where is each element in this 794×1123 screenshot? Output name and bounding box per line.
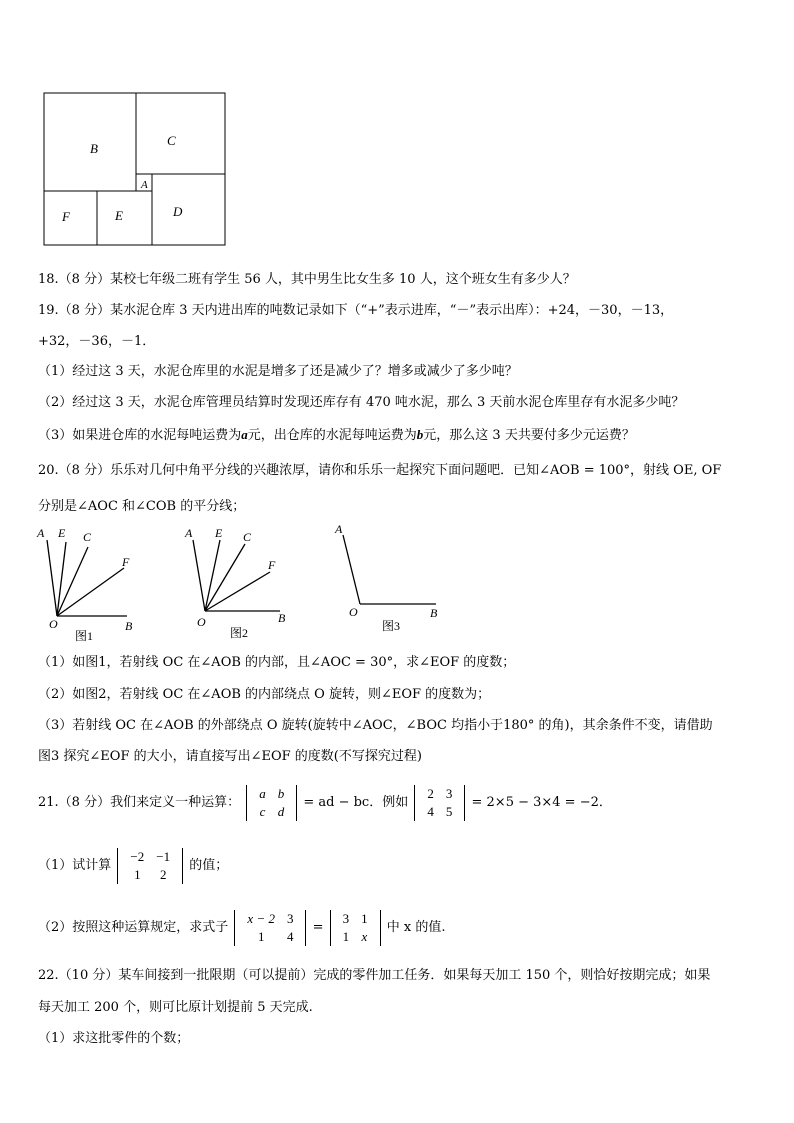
ex-1: 2 <box>427 785 434 801</box>
caption-fig2: 图2 <box>230 626 249 640</box>
var-a: a <box>241 427 248 442</box>
det-d: d <box>277 803 285 819</box>
p1-1: −2 <box>130 848 145 864</box>
caption-fig1: 图1 <box>75 629 94 643</box>
fig2-label-O: O <box>197 615 206 629</box>
fig1-label-C: C <box>83 530 92 544</box>
label-D: D <box>173 204 183 219</box>
q21-p2-end: 中 x 的值. <box>386 920 446 935</box>
left-3: 1 <box>257 928 265 944</box>
fig1-label-O: O <box>49 617 58 631</box>
question-21-part2 <box>38 905 446 951</box>
question-22-part1: （1）求这批零件的个数； <box>38 1031 190 1046</box>
det-c: c <box>259 803 266 819</box>
fig2-label-B: B <box>278 611 286 625</box>
fig2-label-E: E <box>215 526 223 540</box>
left-1: x − 2 <box>247 910 275 926</box>
square-division-figure <box>0 0 794 260</box>
determinant-part1 <box>117 848 183 884</box>
question-19-part3 <box>38 426 635 445</box>
ex-3: 4 <box>427 803 434 819</box>
fig2-label-C: C <box>243 530 252 544</box>
fig3-label-A: A <box>335 522 343 536</box>
determinant-example <box>414 785 465 821</box>
right-1: 3 <box>342 910 350 926</box>
right-2: 1 <box>361 910 368 926</box>
ex-4: 5 <box>445 803 453 819</box>
determinant-definition <box>246 785 297 821</box>
fig3-label-O: O <box>349 605 358 619</box>
question-20-part3-cont: 图3 探究∠EOF 的大小，请直接写出∠EOF 的度数(不写探究过程) <box>38 749 422 764</box>
left-2: 3 <box>286 910 294 926</box>
question-22-line1: 22.（10 分）某车间接到一批限期（可以提前）完成的零件加工任务．如果每天加工 150 个，则恰好按期完成；如果 <box>38 968 711 983</box>
caption-fig3: 图3 <box>382 619 401 633</box>
right-4: x <box>361 928 368 944</box>
square-E <box>97 191 152 245</box>
fig3-label-B: B <box>430 606 438 620</box>
fig2-label-F: F <box>268 558 276 572</box>
ex-2: 3 <box>445 785 453 801</box>
q21-ex-result: = 2×5 − 3×4 = −2． <box>471 795 612 810</box>
question-20-line2: 分别是∠AOC 和∠COB 的平分线； <box>38 499 246 514</box>
q19-p3-b: 元，出仓库的水泥每吨运费为 <box>247 428 417 443</box>
fig2-label-A: A <box>185 526 193 540</box>
right-3: 1 <box>342 928 350 944</box>
p1-3: 1 <box>134 866 141 882</box>
q19-p3-c: 元，那么这 3 天共要付多少元运费？ <box>423 428 635 443</box>
question-21-part1 <box>38 843 228 889</box>
determinant-right <box>330 910 381 946</box>
q21-p2-text: （2）按照这种运算规定，求式子 <box>38 920 229 935</box>
fig1-label-F: F <box>122 555 130 569</box>
label-F: F <box>62 209 70 224</box>
question-19-line2: +32，－36，－1． <box>38 334 156 349</box>
p1-2: −1 <box>156 848 171 864</box>
question-19-line1: 19.（8 分）某水泥仓库 3 天内进出库的吨数记录如下（“+”表示进库，“－”表示出库）：+24，－30，－13， <box>38 303 674 318</box>
question-18: 18.（8 分）某校七年级二班有学生 56 人，其中男生比女生多 10 人，这个班女生有多少人？ <box>38 272 576 287</box>
question-20-part2: （2）如图2，若射线 OC 在∠AOB 的内部绕点 O 旋转，则∠EOF 的度数为； <box>38 687 491 702</box>
fig1-label-B: B <box>125 619 133 633</box>
question-20-line1: 20.（8 分）乐乐对几何中角平分线的兴趣浓厚，请你和乐乐一起探究下面问题吧．已知∠AOB = 100°，射线 OE, OF <box>38 463 722 478</box>
determinant-left <box>234 910 306 946</box>
q19-p3-a: （3）如果进仓库的水泥每吨运费为 <box>38 428 242 443</box>
fig1-label-E: E <box>58 526 66 540</box>
det-b: b <box>277 785 285 801</box>
question-19-part2: （2）经过这 3 天，水泥仓库管理员结算时发现还库存有 470 吨水泥，那么 3 天前水泥仓库里存有水泥多少吨？ <box>38 395 685 410</box>
square-C <box>136 93 225 174</box>
var-b: b <box>416 427 424 442</box>
q21-intro-text: 21.（8 分）我们来定义一种运算： <box>38 795 241 810</box>
p1-4: 2 <box>159 866 167 882</box>
question-21-intro <box>38 782 612 824</box>
fig1-label-A: A <box>37 526 45 540</box>
label-C: C <box>167 133 176 148</box>
question-20-part3: （3）若射线 OC 在∠AOB 的外部绕点 O 旋转(旋转中∠AOC，∠BOC 均指小于180° 的角)，其余条件不变，请借助 <box>38 718 713 733</box>
q21-def-result: = ad − bc．例如 <box>303 795 409 810</box>
question-22-line2: 每天加工 200 个，则可比原计划提前 5 天完成. <box>38 1000 313 1015</box>
question-19-part1: （1）经过这 3 天，水泥仓库里的水泥是增多了还是减少了？增多或减少了多少吨？ <box>38 364 518 379</box>
q21-p1-end: 的值； <box>189 858 229 873</box>
left-4: 4 <box>286 928 294 944</box>
q21-equals: = <box>312 920 324 935</box>
question-20-part1: （1）如图1，若射线 OC 在∠AOB 的内部，且∠AOC = 30°，求∠EOF 的度数； <box>38 655 516 670</box>
angle-figures <box>0 520 794 645</box>
label-A: A <box>141 179 148 191</box>
det-a: a <box>259 785 266 801</box>
label-B: B <box>90 141 98 156</box>
q21-p1-text: （1）试计算 <box>38 858 112 873</box>
square-F <box>44 191 97 245</box>
label-E: E <box>115 208 123 223</box>
square-D <box>152 174 225 245</box>
